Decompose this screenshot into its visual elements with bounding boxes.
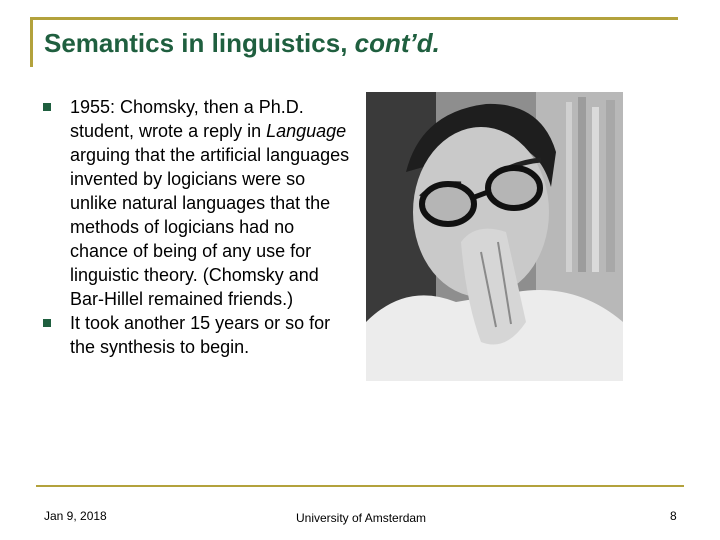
bullet-1-italic: Language xyxy=(266,121,347,141)
footer-rule xyxy=(36,485,684,487)
frame-top-rule xyxy=(30,17,678,20)
portrait-photo xyxy=(366,92,623,381)
frame-left-rule xyxy=(30,17,33,67)
bullet-marker-icon xyxy=(43,319,51,327)
bullet-list xyxy=(42,95,352,359)
bullet-1-text-continued: arguing that the artificial languages invented by logicians were so unlike natural languages that the methods of logicians had no chance of being of any use for linguistic theory. (Chomsky and Bar-Hillel remained friends.) xyxy=(70,145,350,309)
bullet-marker-icon xyxy=(43,103,51,111)
bullet-item-1 xyxy=(42,95,352,311)
bullet-2-text: It took another 15 years or so for the synthesis to begin. xyxy=(70,313,331,357)
portrait-illustration xyxy=(366,92,623,381)
bullet-item-2 xyxy=(42,311,352,359)
bullet-1-text: 1955: Chomsky, then a Ph.D. student, wrote a reply in xyxy=(70,97,304,141)
slide-title-main: Semantics in linguistics, xyxy=(44,28,348,58)
slide-title xyxy=(44,28,440,59)
slide-title-italic: cont’d. xyxy=(354,28,440,58)
page-number: 8 xyxy=(670,509,677,523)
footer-date: Jan 9, 2018 xyxy=(44,509,107,523)
footer-organization: University of Amsterdam xyxy=(296,511,427,525)
